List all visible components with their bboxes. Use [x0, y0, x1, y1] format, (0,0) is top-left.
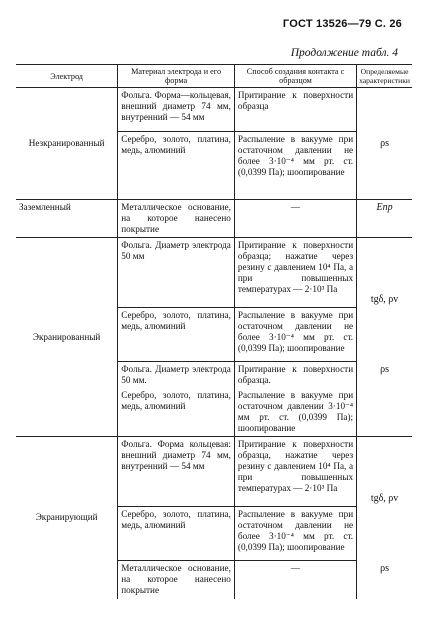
- cell-method: —: [234, 561, 356, 599]
- cell-characteristic: Eпр: [357, 200, 412, 238]
- cell-electrode: Экранированный: [16, 238, 118, 437]
- cell-material: Металлическое основание, на которое нанесено покрытие: [118, 561, 235, 599]
- column-header-characteristics: Определяемые характеристики: [357, 65, 412, 88]
- cell-method: Притирание к поверхности образца.: [234, 362, 356, 389]
- cell-material: Металлическое основание, на которое нанесено покрытие: [118, 200, 235, 238]
- cell-method: Распыление в вакууме при остаточном давлении не более 3·10⁻⁴ мм рт. ст. (0,0399 Па); шоопирование: [234, 132, 356, 200]
- cell-material: Серебро, золото, платина, медь, алюминий: [118, 388, 235, 437]
- cell-material: Серебро, золото, платина, медь, алюминий: [118, 132, 235, 200]
- table-row: [16, 200, 412, 238]
- cell-method: Притирание к поверхности образца, нажатие через резину с давлением 10⁴ Па, а при повышенных температурах — 2·10³ Па: [234, 437, 356, 507]
- cell-material: Фольга. Форма—кольцевая, внешний диаметр 74 мм, внутренний — 54 мм: [118, 88, 235, 132]
- cell-material: Серебро, золото, платина, медь, алюминий: [118, 308, 235, 362]
- table-continuation-label: Продолжение табл. 4: [290, 47, 398, 59]
- cell-characteristic: tgδ, ρv: [357, 437, 412, 561]
- cell-characteristic: ρs: [380, 562, 389, 574]
- cell-method: Распыление в вакууме при остаточном давлении 3·10⁻⁴ мм рт. ст. (0,0399 Па); шоопирование: [234, 388, 356, 437]
- cell-method: —: [234, 200, 356, 238]
- cell-electrode: Незкранированный: [16, 88, 118, 200]
- cell-method: Распыление в вакууме при остаточном давлении не более 3·10⁻⁴ мм рт. ст. (0,0399 Па); шоопирование: [234, 507, 356, 561]
- page-header: ГОСТ 13526—79 С. 26: [282, 18, 402, 30]
- cell-electrode: Заземленный: [16, 200, 118, 238]
- cell-method: Притирание к поверхности образца: [234, 88, 356, 132]
- cell-material: Серебро, золото, платина, медь, алюминий: [118, 507, 235, 561]
- column-header-material: Материал электрода и его форма: [118, 65, 235, 88]
- cell-characteristic: ρs: [380, 138, 389, 149]
- cell-material: Фольга. Диаметр электрода 50 мм.: [118, 362, 235, 389]
- table-header-row: [16, 65, 412, 88]
- cell-electrode: Экранирующий: [16, 437, 118, 599]
- table-row: [16, 88, 412, 132]
- table-row: [16, 238, 412, 308]
- cell-method: Притирание к поверхности образца; нажатие через резину с давлением 10⁴ Па, а при повышенных температурах — 2·10³ Па: [234, 238, 356, 308]
- cell-characteristic: ρs: [380, 363, 389, 375]
- cell-method: Распыление в вакууме при остаточном давлении не более 3·10⁻⁴ мм рт. ст. (0,0399 Па); шоопирование: [234, 308, 356, 362]
- cell-material: Фольга. Диаметр электрода 50 мм: [118, 238, 235, 308]
- column-header-electrode: Электрод: [16, 65, 118, 88]
- cell-characteristic: tgδ, ρv: [357, 238, 412, 362]
- table-row: [16, 437, 412, 507]
- cell-material: Фольга. Форма кольцевая: внешний диаметр 74 мм, внутренний — 54 мм: [118, 437, 235, 507]
- electrode-table: [16, 64, 412, 599]
- column-header-method: Способ создания контакта с образцом: [234, 65, 356, 88]
